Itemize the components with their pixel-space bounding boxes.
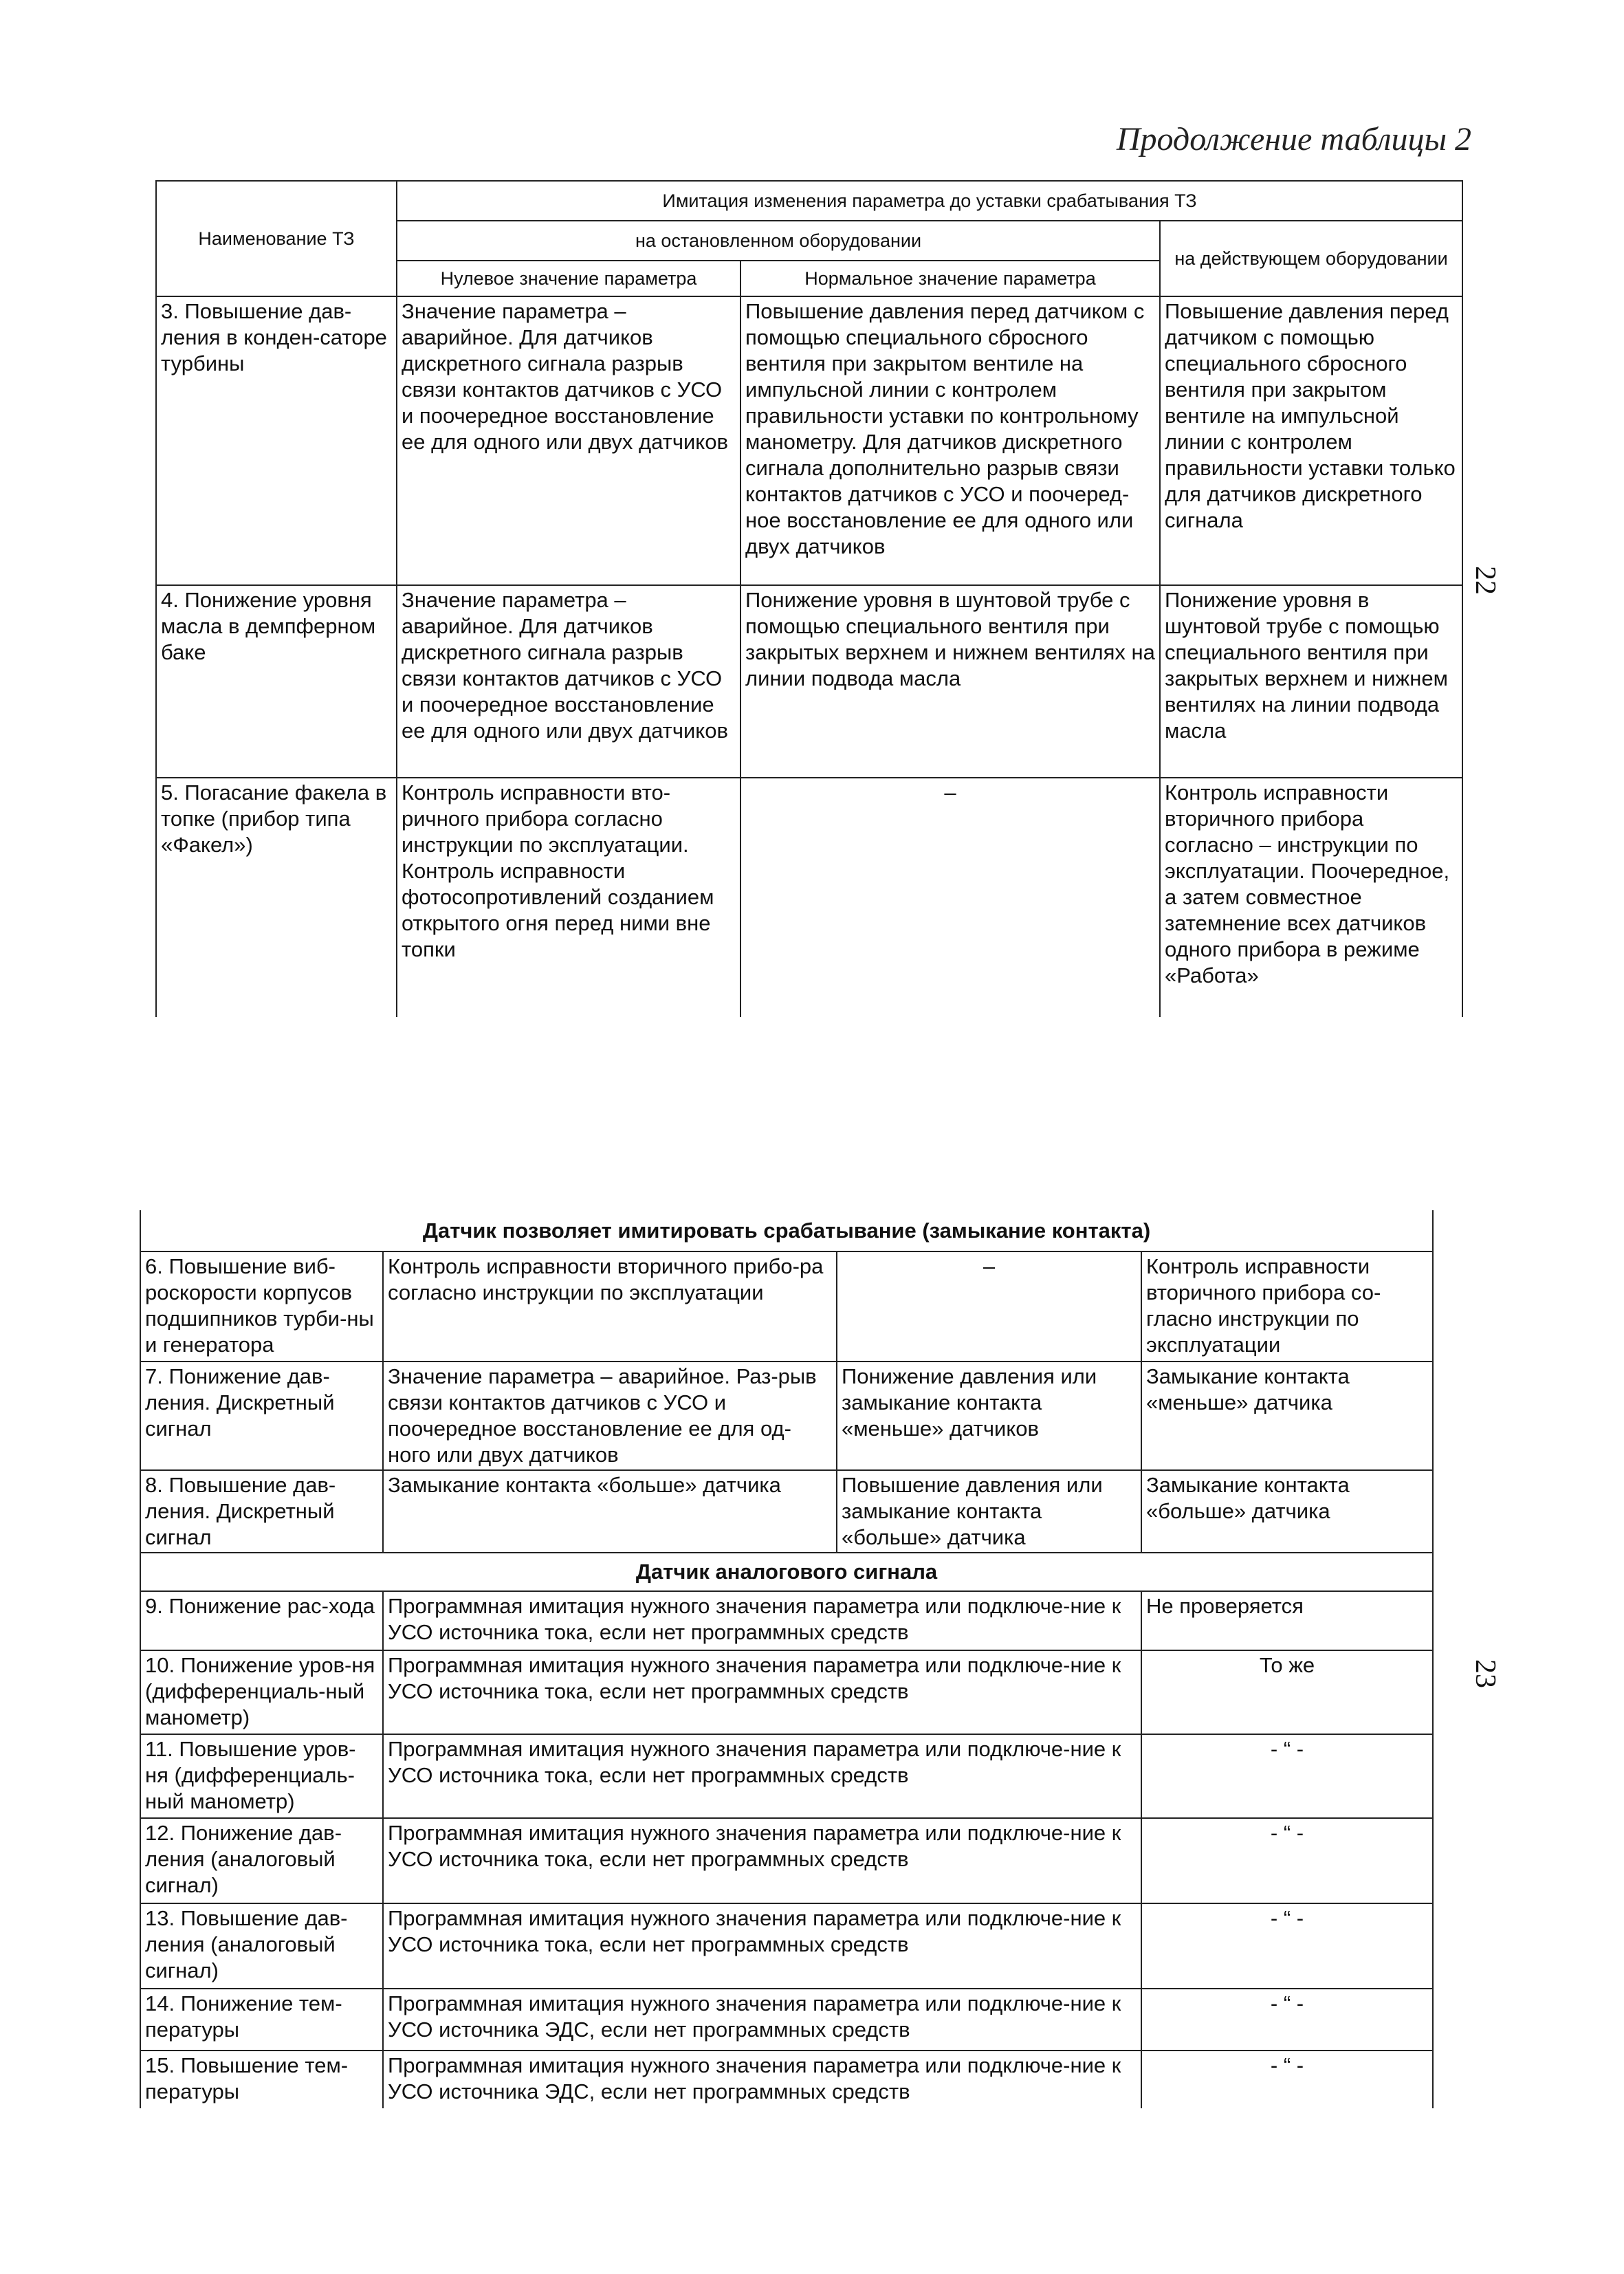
cell-running: Замыкание контакта «больше» датчика <box>1141 1470 1433 1553</box>
table-row <box>140 2051 1433 2108</box>
table-row <box>140 1470 1433 1553</box>
table-row <box>156 296 1462 585</box>
cell-running: - “ - <box>1141 1989 1433 2051</box>
table-row <box>140 1734 1433 1818</box>
row-name: 6. Повышение виб-роскорости корпусов подшипников турби-ны и генератора <box>140 1251 383 1362</box>
section-discrete-title: Датчик позволяет имитировать срабатывание (замыкание контакта) <box>140 1210 1433 1251</box>
cell-running: Замыкание контакта «меньше» датчика <box>1141 1362 1433 1470</box>
cell-running: - “ - <box>1141 2051 1433 2108</box>
table-upper <box>155 180 1463 1017</box>
cell-method: Программная имитация нужного значения параметра или подключе-ние к УСО источника тока, если нет программных средств <box>383 1591 1141 1650</box>
cell-running: - “ - <box>1141 1818 1433 1903</box>
cell-method: Программная имитация нужного значения параметра или подключе-ние к УСО источника тока, если нет программных средств <box>383 1818 1141 1903</box>
row-name: 9. Понижение рас-хода <box>140 1591 383 1650</box>
cell-method: Программная имитация нужного значения параметра или подключе-ние к УСО источника тока, если нет программных средств <box>383 1903 1141 1989</box>
cell-method: Программная имитация нужного значения параметра или подключе-ние к УСО источника ЭДС, если нет программных средств <box>383 1989 1141 2051</box>
cell-method: Программная имитация нужного значения параметра или подключе-ние к УСО источника тока, если нет программных средств <box>383 1734 1141 1818</box>
table-row <box>140 1903 1433 1989</box>
row-name: 3. Повышение дав-ления в конден-саторе турбины <box>156 296 397 585</box>
cell-normal: Понижение уровня в шунтовой трубе с помощью специального вентиля при закрытых верхнем и нижнем вентилях на линии подвода масла <box>740 585 1160 778</box>
row-name: 13. Повышение дав-ления (аналоговый сигнал) <box>140 1903 383 1989</box>
table-row <box>140 1650 1433 1734</box>
row-name: 4. Понижение уровня масла в демпферном баке <box>156 585 397 778</box>
header-zero-value: Нулевое значение параметра <box>397 261 740 296</box>
section-analog-title: Датчик аналогового сигнала <box>140 1553 1433 1591</box>
continuation-title: Продолжение таблицы 2 <box>1116 121 1471 157</box>
table-row <box>140 1818 1433 1903</box>
cell-running: Контроль исправности вторичного прибора со-гласно инструкции по эксплуатации <box>1141 1251 1433 1362</box>
row-name: 7. Понижение дав-ления. Дискретный сигнал <box>140 1362 383 1470</box>
cell-zero: Контроль исправности вторичного прибо-ра согласно инструкции по эксплуатации <box>383 1251 837 1362</box>
header-name-col: Наименование ТЗ <box>156 181 397 296</box>
row-name: 15. Повышение тем-пературы <box>140 2051 383 2108</box>
cell-normal: Понижение давления или замыкание контакта «меньше» датчиков <box>837 1362 1141 1470</box>
cell-running: Повышение давления перед датчиком с помощью специального сбросного вентиля при закрытом вентиле на импульсной линии с контролем правильности уставки только для датчиков дискретного сигнала <box>1160 296 1462 585</box>
cell-zero: Значение параметра – аварийное. Для датчиков дискретного сигнала разрыв связи контактов датчиков с УСО и поочередное восстановление ее для одного или двух датчиков <box>397 585 740 778</box>
page-number-upper: 22 <box>1469 566 1501 595</box>
table-row <box>156 585 1462 778</box>
table-row <box>140 1362 1433 1470</box>
cell-running: Понижение уровня в шунтовой трубе с помощью специального вентиля при закрытых верхнем и нижнем вентилях на линии подвода масла <box>1160 585 1462 778</box>
cell-running: - “ - <box>1141 1734 1433 1818</box>
row-name: 10. Понижение уров-ня (дифференциаль-ный манометр) <box>140 1650 383 1734</box>
header-stopped: на остановленном оборудовании <box>397 221 1160 261</box>
cell-running: - “ - <box>1141 1903 1433 1989</box>
row-name: 5. Погасание факела в топке (прибор типа «Факел») <box>156 778 397 1017</box>
row-name: 14. Понижение тем-пературы <box>140 1989 383 2051</box>
cell-normal: Повышение давления или замыкание контакта «больше» датчика <box>837 1470 1141 1553</box>
header-running: на действующем оборудовании <box>1160 221 1462 296</box>
page-number-lower: 23 <box>1469 1659 1501 1688</box>
table-row <box>156 778 1462 1017</box>
cell-zero: Замыкание контакта «больше» датчика <box>383 1470 837 1553</box>
header-imitation: Имитация изменения параметра до уставки срабатывания ТЗ <box>397 181 1462 221</box>
cell-running: То же <box>1141 1650 1433 1734</box>
cell-running: Не проверяется <box>1141 1591 1433 1650</box>
row-name: 8. Повышение дав-ления. Дискретный сигнал <box>140 1470 383 1553</box>
cell-normal: Повышение давления перед датчиком с помощью специального сбросного вентиля при закрытом вентиле на импульсной линии с контролем правильности уставки по контрольному манометру. Для датчиков дискретного сигнала дополнительно разрыв связи контактов датчиков с УСО и поочеред-ное восстановление ее для одного или двух датчиков <box>740 296 1160 585</box>
cell-normal: – <box>740 778 1160 1017</box>
cell-zero: Контроль исправности вто-ричного прибора согласно инструкции по эксплуатации. Контроль исправности фотосопротивлений созданием открытого огня перед ними вне топки <box>397 778 740 1017</box>
cell-running: Контроль исправности вторичного прибора согласно – инструкции по эксплуатации. Поочередное, а затем совместное затемнение всех датчиков одного прибора в режиме «Работа» <box>1160 778 1462 1017</box>
table-row <box>140 1251 1433 1362</box>
cell-method: Программная имитация нужного значения параметра или подключе-ние к УСО источника тока, если нет программных средств <box>383 1650 1141 1734</box>
cell-method: Программная имитация нужного значения параметра или подключе-ние к УСО источника ЭДС, если нет программных средств <box>383 2051 1141 2108</box>
header-normal-value: Нормальное значение параметра <box>740 261 1160 296</box>
table-lower <box>140 1210 1434 2108</box>
cell-zero: Значение параметра – аварийное. Раз-рыв связи контактов датчиков с УСО и поочередное восстановление ее для од-ного или двух датчиков <box>383 1362 837 1470</box>
cell-zero: Значение параметра – аварийное. Для датчиков дискретного сигнала разрыв связи контактов датчиков с УСО и поочередное восстановление ее для одного или двух датчиков <box>397 296 740 585</box>
table-row <box>140 1591 1433 1650</box>
cell-normal: – <box>837 1251 1141 1362</box>
row-name: 12. Понижение дав-ления (аналоговый сигнал) <box>140 1818 383 1903</box>
row-name: 11. Повышение уров-ня (дифференциаль-ный манометр) <box>140 1734 383 1818</box>
table-row <box>140 1989 1433 2051</box>
